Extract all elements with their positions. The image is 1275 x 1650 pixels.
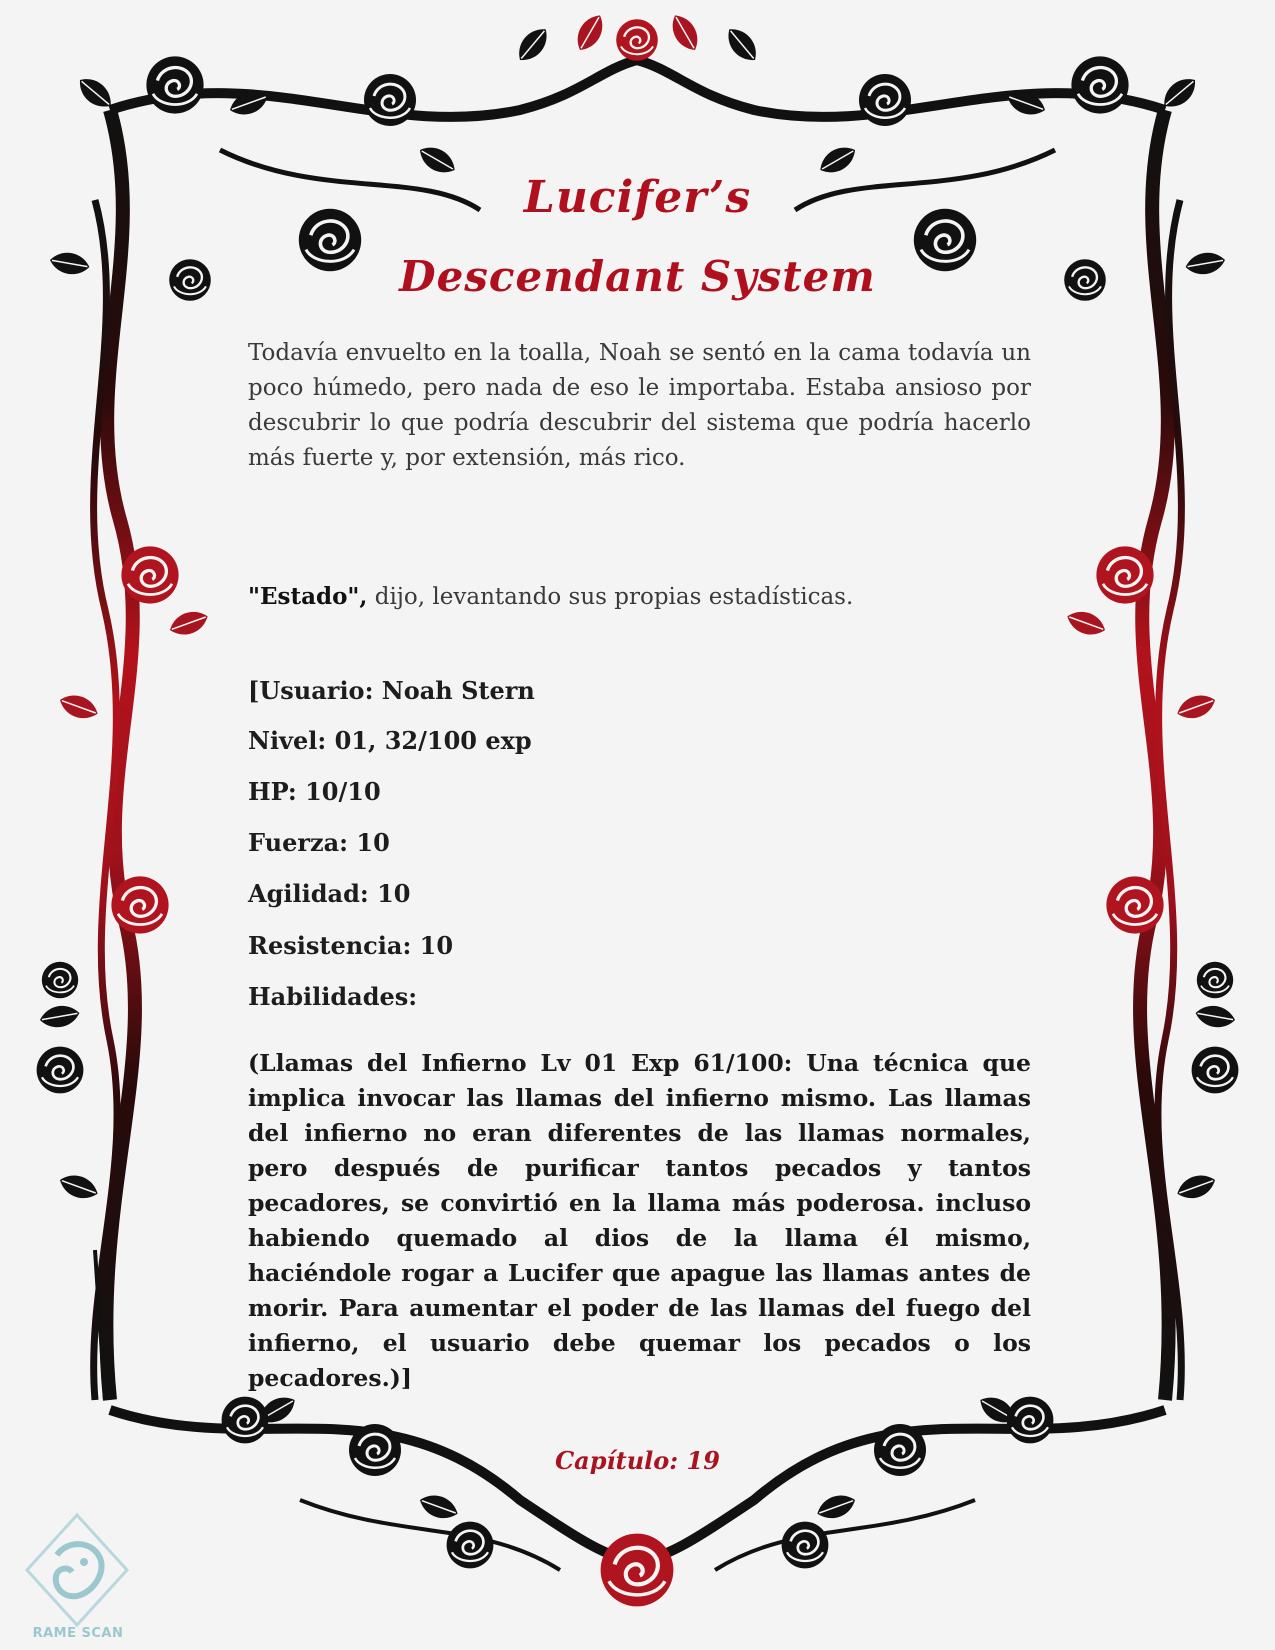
- stat-skills-label: Habilidades:: [248, 982, 418, 1011]
- watermark-logo: [22, 1510, 132, 1640]
- title-line-2: Descendant System: [399, 252, 876, 301]
- estado-paragraph: [248, 580, 1031, 614]
- stat-level: Nivel: 01, 32/100 exp: [248, 726, 532, 755]
- stat-agility: Agilidad: 10: [248, 879, 411, 908]
- stat-strength: Fuerza: 10: [248, 828, 390, 857]
- intro-paragraph: Todavía envuelto en la toalla, Noah se sentó en la cama todavía un poco húmedo, pero nada de eso le importaba. Estaba ansioso por descubrir lo que podría descubrir del sistema que podría hacerlo más fuerte y, por extensión, más rico.: [248, 340, 1031, 471]
- watermark-label: RAME SCAN: [32, 1626, 124, 1641]
- stat-hp: HP: 10/10: [248, 777, 381, 806]
- left-vine: [94, 110, 135, 1400]
- stat-resistance: Resistencia: 10: [248, 931, 454, 960]
- right-vine: [1140, 110, 1181, 1400]
- stat-user: [Usuario: Noah Stern: [248, 676, 535, 705]
- estado-rest: dijo, levantando sus propias estadísticas.: [367, 584, 854, 610]
- title-line-1: Lucifer’s: [523, 172, 752, 223]
- skill-description: (Llamas del Infierno Lv 01 Exp 61/100: Una técnica que implica invocar las llamas del infierno mismo. Las llamas del infierno no eran diferentes de las llamas normales, pero después de purificar tantos pecados y tantos pecadores, se convirtió en la llama más poderosa. incluso habiendo quemado al dios de la llama él mismo, haciéndole rogar a Lucifer que apague las llamas antes de morir. Para aumentar el poder de las llamas del fuego del infierno, el usuario debe quemar los pecados o los pecadores.)]: [248, 1049, 1031, 1392]
- chapter-label: Capítulo: 19: [555, 1446, 720, 1475]
- estado-quote: "Estado",: [248, 583, 368, 610]
